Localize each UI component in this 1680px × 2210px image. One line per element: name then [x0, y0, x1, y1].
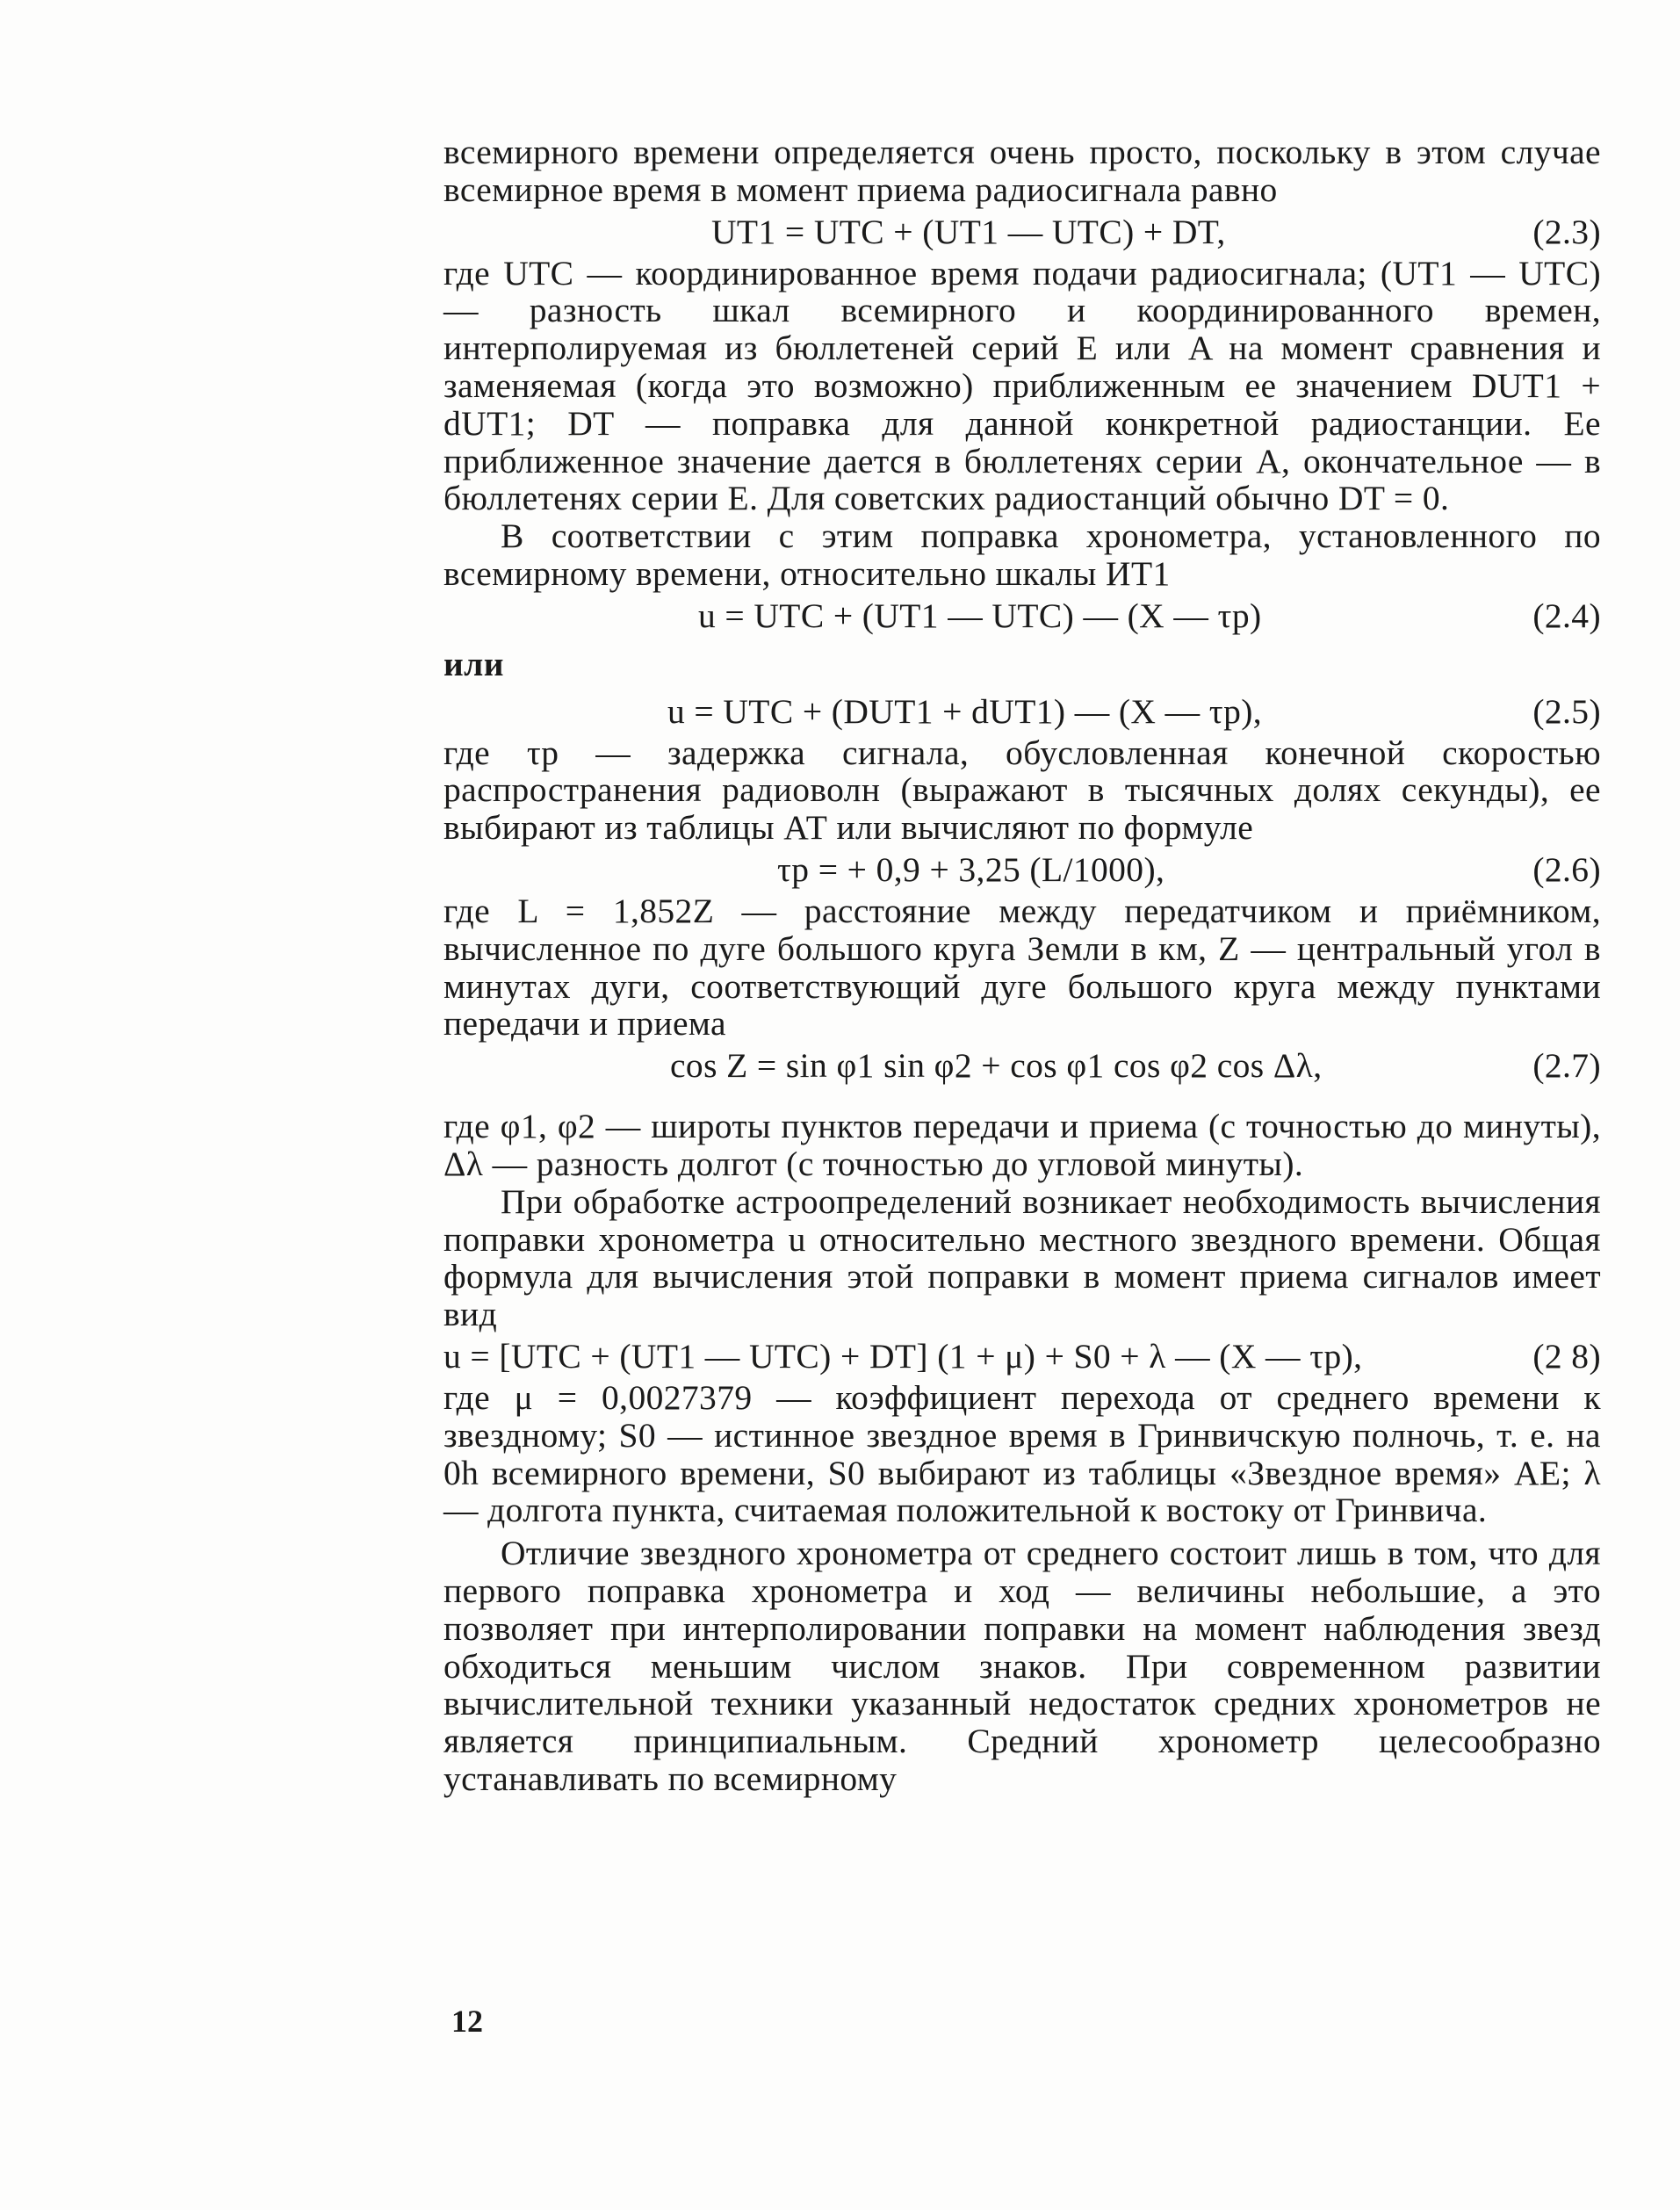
equation-2-3	[443, 209, 1601, 255]
equation-2-3-number: (2.3)	[1532, 212, 1601, 251]
page-body	[443, 134, 1601, 1798]
paragraph-10: Отличие звездного хронометра от среднего состоит лишь в том, что для первого поправка хронометра и ход — величины небольшие, а это позволяет при интерполировании поправки на момент наблюдения звезд обходиться меньшим числом знаков. При современном развитии вычислительной техники указанный недостаток средних хронометров не является принципиальным. Средний хронометр целесообразно устанавливать по всемирному	[443, 1534, 1601, 1798]
equation-2-6-number: (2.6)	[1532, 849, 1601, 889]
equation-2-5-formula: u = UTC + (DUT1 + dUT1) — (X — τp),	[667, 691, 1263, 731]
equation-2-4-formula: u = UTC + (UT1 — UTC) — (X — τp)	[698, 596, 1262, 635]
equation-2-4	[443, 593, 1601, 639]
paragraph-7: где φ1, φ2 — широты пунктов передачи и приема (с точностью до минуты), Δλ — разность долгот (с точностью до угловой минуты).	[443, 1107, 1601, 1183]
equation-2-7-number: (2.7)	[1532, 1046, 1601, 1086]
equation-2-8-number: (2 8)	[1532, 1336, 1601, 1376]
paragraph-8: При обработке астроопределений возникает необходимость вычисления поправки хронометра u относительно местного звездного времени. Общая формула для вычисления этой поправки в момент приема сигналов имеет вид	[443, 1181, 1601, 1334]
paragraph-5: где τp — задержка сигнала, обусловленная конечной скоростью распространения радиоволн (выражают в тысячных долях секунды), ее выбирают из таблицы АТ или вычисляют по формуле	[443, 733, 1601, 848]
paragraph-or: или	[443, 644, 504, 683]
equation-2-7	[443, 1043, 1601, 1088]
paragraph-2: где UTC — координированное время подачи радиосигнала; (UT1 — UTC) — разность шкал всемирного и координированного времен, интерполируемая из бюллетеней серий E или A на момент сравнения и заменяемая (когда это возможно) приближенным ее значением DUT1 + dUT1; DT — поправка для данной конкретной радиостанции. Ее приближенное значение дается в бюллетенях серии A, окончательное — в бюллетенях серии E. Для советских радиостанций обычно DT = 0.	[443, 253, 1601, 518]
equation-2-5-number: (2.5)	[1532, 691, 1601, 731]
equation-2-8-formula: u = [UTC + (UT1 — UTC) + DT] (1 + μ) + S0 + λ — (X — τp),	[443, 1336, 1363, 1376]
page-number: 12	[451, 2004, 483, 2039]
equation-2-7-formula: cos Z = sin φ1 sin φ2 + cos φ1 cos φ2 cos Δλ,	[670, 1046, 1323, 1086]
paragraph-9: где μ = 0,0027379 — коэффициент перехода от среднего времени к звездному; S0 — истинное звездное время в Гринвичскую полночь, т. е. на 0h всемирного времени, S0 выбирают из таблицы «Звездное время» АЕ; λ — долгота пункта, считаемая положительной к востоку от Гринвича.	[443, 1377, 1601, 1530]
equation-2-6	[443, 847, 1601, 892]
equation-2-5	[443, 689, 1601, 734]
equation-2-3-formula: UT1 = UTC + (UT1 — UTC) + DT,	[711, 212, 1226, 251]
equation-2-6-formula: τp = + 0,9 + 3,25 (L/1000),	[777, 849, 1165, 889]
paragraph-1: всемирного времени определяется очень просто, поскольку в этом случае всемирное время в момент приема радиосигнала равно	[443, 133, 1601, 209]
paragraph-6: где L = 1,852Z — расстояние между передатчиком и приёмником, вычисленное по дуге большого круга Земли в км, Z — центральный угол в минутах дуги, соответствующий дуге большого круга между пунктами передачи и приема	[443, 891, 1601, 1044]
equation-2-4-number: (2.4)	[1532, 596, 1601, 635]
paragraph-3: В соответствии с этим поправка хронометра, установленного по всемирному времени, относительно шкалы ИТ1	[443, 516, 1601, 593]
equation-2-8	[443, 1333, 1601, 1379]
